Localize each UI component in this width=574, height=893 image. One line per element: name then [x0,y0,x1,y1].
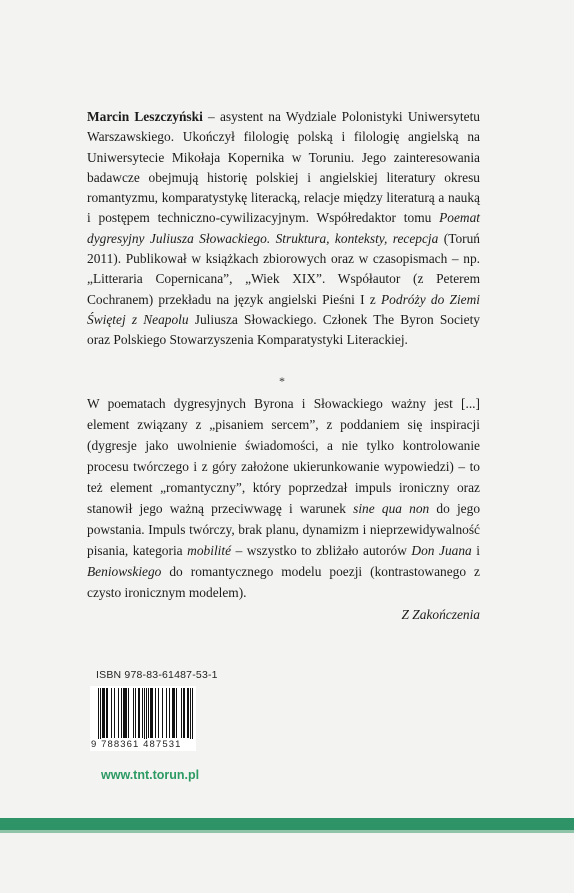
excerpt-text-5: do romantycznego modelu poezji (kontrastowanego z czysto ironicznym modelem). [87,564,480,600]
excerpt-emphasis-3: Don Juana [411,543,472,558]
barcode-bar [106,688,107,738]
barcode-bar [152,688,153,738]
barcode-bar [114,688,115,738]
barcode-bar [188,688,189,738]
barcode-bars [90,686,196,742]
barcode-bar [174,688,175,738]
barcode-bar [128,688,129,738]
isbn-barcode [90,686,196,746]
excerpt-text-2: do jego powstania. Impuls twórczy, brak planu, dynamizm i nieprzewidywalność pisania, kategoria [87,501,481,558]
barcode-bar [155,688,156,738]
barcode-bar [192,688,193,742]
barcode-bar [190,688,191,742]
bio-text-2: (Toruń 2011). Publikował w książkach zbiorowych oraz w czasopismach – np. „Litteraria Copernicana”, „Wiek XIX”. Współautor (z Peterem Cochranem) przekładu na język angielski Pieśni I z [87,230,480,307]
barcode-bar [126,688,127,738]
book-excerpt [87,393,480,603]
barcode-bar [181,688,182,738]
barcode-bar [150,688,151,738]
barcode-bar [187,688,188,738]
barcode-bar [144,688,145,742]
excerpt-emphasis-4: Beniowskiego [87,564,162,579]
barcode-bar [139,688,140,738]
barcode-bar [176,688,177,738]
excerpt-source: Z Zakończenia [401,607,480,622]
bio-text-1: – asystent na Wydziale Polonistyki Uniwersytetu Warszawskiego. Ukończył filologię polską i filologię angielską na Uniwersytecie Mikołaja Kopernika w Toruniu. Jego zainteresowania badawcze obejmują historię polskiej i angielskiej literatury okresu romantyzmu, komparatystykę literacką, relacje między literaturą a nauką i postępem techniczno-cywilizacyjnym. Współredaktor tomu [87,109,480,226]
barcode-bar [111,688,112,738]
barcode-bar [100,688,101,742]
barcode-bar [169,688,170,738]
excerpt-text-4: i [471,543,480,558]
author-bio [87,107,480,351]
barcode-bar [102,688,103,738]
barcode-bar [142,688,143,738]
excerpt-text-3: – wszystko to zbliżało autorów [231,543,412,558]
barcode-bar [184,688,185,738]
excerpt-emphasis-2: mobilité [187,543,232,558]
barcode-bar [166,688,167,738]
section-separator: * [279,374,285,388]
bio-book-title-1: Poemat dygresyjny Juliusza Słowackiego. Struktura, konteksty, recepcja [87,210,480,246]
excerpt-emphasis-1: sine qua non [353,501,430,516]
barcode-bar [148,688,149,738]
barcode-bar [133,688,134,738]
barcode-bar [146,688,147,742]
barcode-bar [138,688,139,738]
barcode-bar [151,688,152,738]
barcode-bar [173,688,174,738]
barcode-bar [162,688,163,738]
bio-text-3: Juliusza Słowackiego. Członek The Byron Society oraz Polskiego Stowarzyszenia Komparatystyki Literackiej. [87,311,480,348]
green-band-edge [0,830,574,833]
barcode-bar [107,688,108,738]
barcode-bar [123,688,124,738]
isbn-label: ISBN 978-83-61487-53-1 [96,669,218,681]
barcode-bar [172,688,173,738]
barcode-bar [104,688,105,738]
barcode-bar [124,688,125,738]
barcode-bar [121,688,122,738]
barcode-bar [158,688,159,738]
barcode-digits: 9 788361 487531 [90,739,196,751]
barcode-bar [98,688,99,742]
barcode-bar [118,688,119,738]
author-name: Marcin Leszczyński [87,109,203,124]
barcode-bar [135,688,136,738]
barcode-bar [183,688,184,738]
barcode-bar [125,688,126,738]
excerpt-text-1: W poematach dygresyjnych Byrona i Słowackiego ważny jest [...] element związany z „pisaniem sercem”, z poddaniem się inspiracji (dygresje jako uwolnienie świadomości, a nie tylko kontrolowanie procesu twórczego i z góry założone ukierunkowanie wypowiedzi) – to też element „romantyczny”, który poprzedzał impuls ironiczny oraz stanowił jego ważną przeciwwagę i warunek [87,396,480,516]
publisher-website[interactable]: www.tnt.torun.pl [101,768,200,782]
green-band [0,818,574,830]
bio-book-title-2: Podróży do Ziemi Świętej z Neapolu [87,291,480,327]
barcode-bar [103,688,104,738]
